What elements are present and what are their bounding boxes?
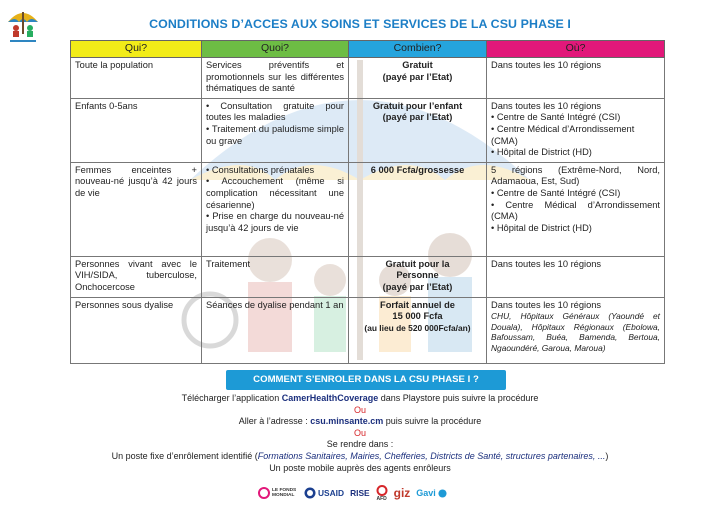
usaid-logo [304,487,344,499]
cell-combien [349,98,487,162]
cell-qui: Personnes vivant avec le VIH/SIDA, tuberculose, Onchocercose [71,256,202,297]
table-row [71,256,665,297]
ou-item: • Centre Médical d’Arrondissement (CMA) [491,199,660,222]
partner-label: Gavi [416,488,436,498]
giz-logo [394,486,411,500]
enrol-text: Un poste fixe d’enrôlement identifié ( [111,450,258,461]
combien-line: 6 000 Fcfa/grossesse [370,164,465,175]
cell-combien [349,58,487,99]
ou-intro: Dans toutes les 10 régions [491,60,602,70]
quoi-item: Traitement [206,258,251,269]
ou-intro: Dans toutes les 10 régions [491,258,602,269]
column-header-qui: Qui? [71,41,202,58]
ou-item: • Hôpital de District (HD) [491,222,592,233]
enrol-banner: COMMENT S’ENROLER DANS LA CSU PHASE I ? [226,370,506,390]
table-row [71,162,665,256]
combien-line: Forfait annuel de [380,299,455,310]
quoi-item: Services préventifs et promotionnels sur les différentes thématiques de santé [206,60,344,94]
usaid-seal-icon [304,487,316,499]
partner-logos [258,483,473,503]
cell-quoi [202,297,349,363]
ou-item: • Hôpital de District (HD) [491,147,592,158]
enrol-line-visit: Se rendre dans : [326,439,394,450]
ou-detail: CHU, Hôpitaux Généraux (Yaoundé et Douala), Hôpitaux Régionaux (Ebolowa, Bafoussam, Buéa, Bamenda, Bertoua, Ngaoundéré, Garoua, Maroua) [491,311,660,353]
combien-line: Gratuit [402,60,433,70]
enrol-line-mobile-post: Un poste mobile auprès des agents enrôleurs [269,462,451,473]
gavi-globe-icon [438,489,447,498]
combien-line: (payé par l’Etat) [382,112,453,123]
enrol-text: dans Playstore puis suivre la procédure [378,393,539,403]
cell-quoi [202,98,349,162]
partner-label: RISE [350,488,370,498]
cell-combien [349,256,487,297]
enrol-instructions [0,393,720,474]
cell-qui: Femmes enceintes + nouveau-né jusqu’à 42 jours de vie [71,162,202,256]
quoi-item: Séances de dyalise pendant 1 an [206,299,344,310]
column-header-ou: Où? [487,41,665,58]
cell-ou [487,162,665,256]
cell-qui: Toute la population [71,58,202,99]
enrol-text: Télécharger l’application [181,393,282,403]
fixed-post-list: Formations Sanitaires, Mairies, Chefferies, Districts de Santé, structures partenaires, ... [257,450,606,461]
quoi-item: • Consultation gratuite pour toutes les maladies [206,100,344,123]
cell-quoi [202,58,349,99]
quoi-item: • Traitement du paludisme simple ou grave [206,123,344,146]
cell-ou [487,256,665,297]
partner-label: giz [393,486,411,500]
enrol-text: puis suivre la procédure [383,416,482,427]
partner-label: AFD [376,495,387,502]
fonds-mondial-logo [258,487,298,499]
cell-quoi [202,256,349,297]
cell-ou [487,58,665,99]
cell-combien [349,162,487,256]
enrol-text: Aller à l’adresse : [238,416,311,427]
gavi-logo [416,488,447,498]
enrol-text: ) [605,450,609,461]
or-separator: Ou [353,404,366,415]
combien-line: Personne [396,270,439,281]
enrol-line-url [0,416,720,428]
column-header-quoi: Quoi? [202,41,349,58]
website-link[interactable]: csu.minsante.cm [310,416,384,427]
combien-note: (au lieu de 520 000Fcfa/an) [364,322,471,333]
partner-label: USAID [318,488,345,498]
table-row [71,297,665,363]
enrol-line-fixed-post [0,451,720,463]
ou-item: • Centre de Santé Intégré (CSI) [491,112,621,123]
quoi-item: • Prise en charge du nouveau-né jusqu’à 42 jours de vie [206,211,344,233]
ou-intro: Dans toutes les 10 régions [491,299,602,310]
or-separator: Ou [353,427,366,438]
table-row [71,98,665,162]
conditions-table [70,40,665,364]
combien-line: (payé par l’Etat) [382,281,453,292]
afd-ring-icon [376,485,388,496]
quoi-item: • Consultations prénatales [206,164,315,175]
cell-qui: Enfants 0-5ans [71,98,202,162]
ou-item: • Centre de Santé Intégré (CSI) [491,187,621,198]
ou-intro: Dans toutes les 10 régions [491,100,602,111]
ou-item: • Centre Médical d’Arrondissement (CMA) [491,123,635,146]
ou-intro: 5 régions (Extrême-Nord, Nord, Adamaoua, Est, Sud) [491,164,660,187]
table-header-row [71,41,665,58]
combien-line: Gratuit pour l’enfant [372,100,463,111]
cell-ou [487,98,665,162]
rise-logo [350,488,370,498]
afd-logo [376,485,388,502]
partner-label: LE FONDS MONDIAL [272,488,297,498]
combien-line: 15 000 Fcfa [392,311,443,322]
app-name: CamerHealthCoverage [281,393,379,403]
cell-quoi [202,162,349,256]
cell-combien [349,297,487,363]
column-header-combien: Combien? [349,41,487,58]
cell-qui: Personnes sous dyalise [71,297,202,363]
enrol-line-app [0,393,720,405]
combien-line: Gratuit pour la [385,258,450,269]
table-row [71,58,665,99]
combien-line: (payé par l’Etat) [382,71,453,82]
fonds-mondial-icon [258,487,270,499]
cell-ou [487,297,665,363]
quoi-item: • Accouchement (même si complication nécessitant une césarienne) [206,176,344,210]
page-title: CONDITIONS D’ACCES AUX SOINS ET SERVICES DE LA CSU PHASE I [149,17,571,31]
